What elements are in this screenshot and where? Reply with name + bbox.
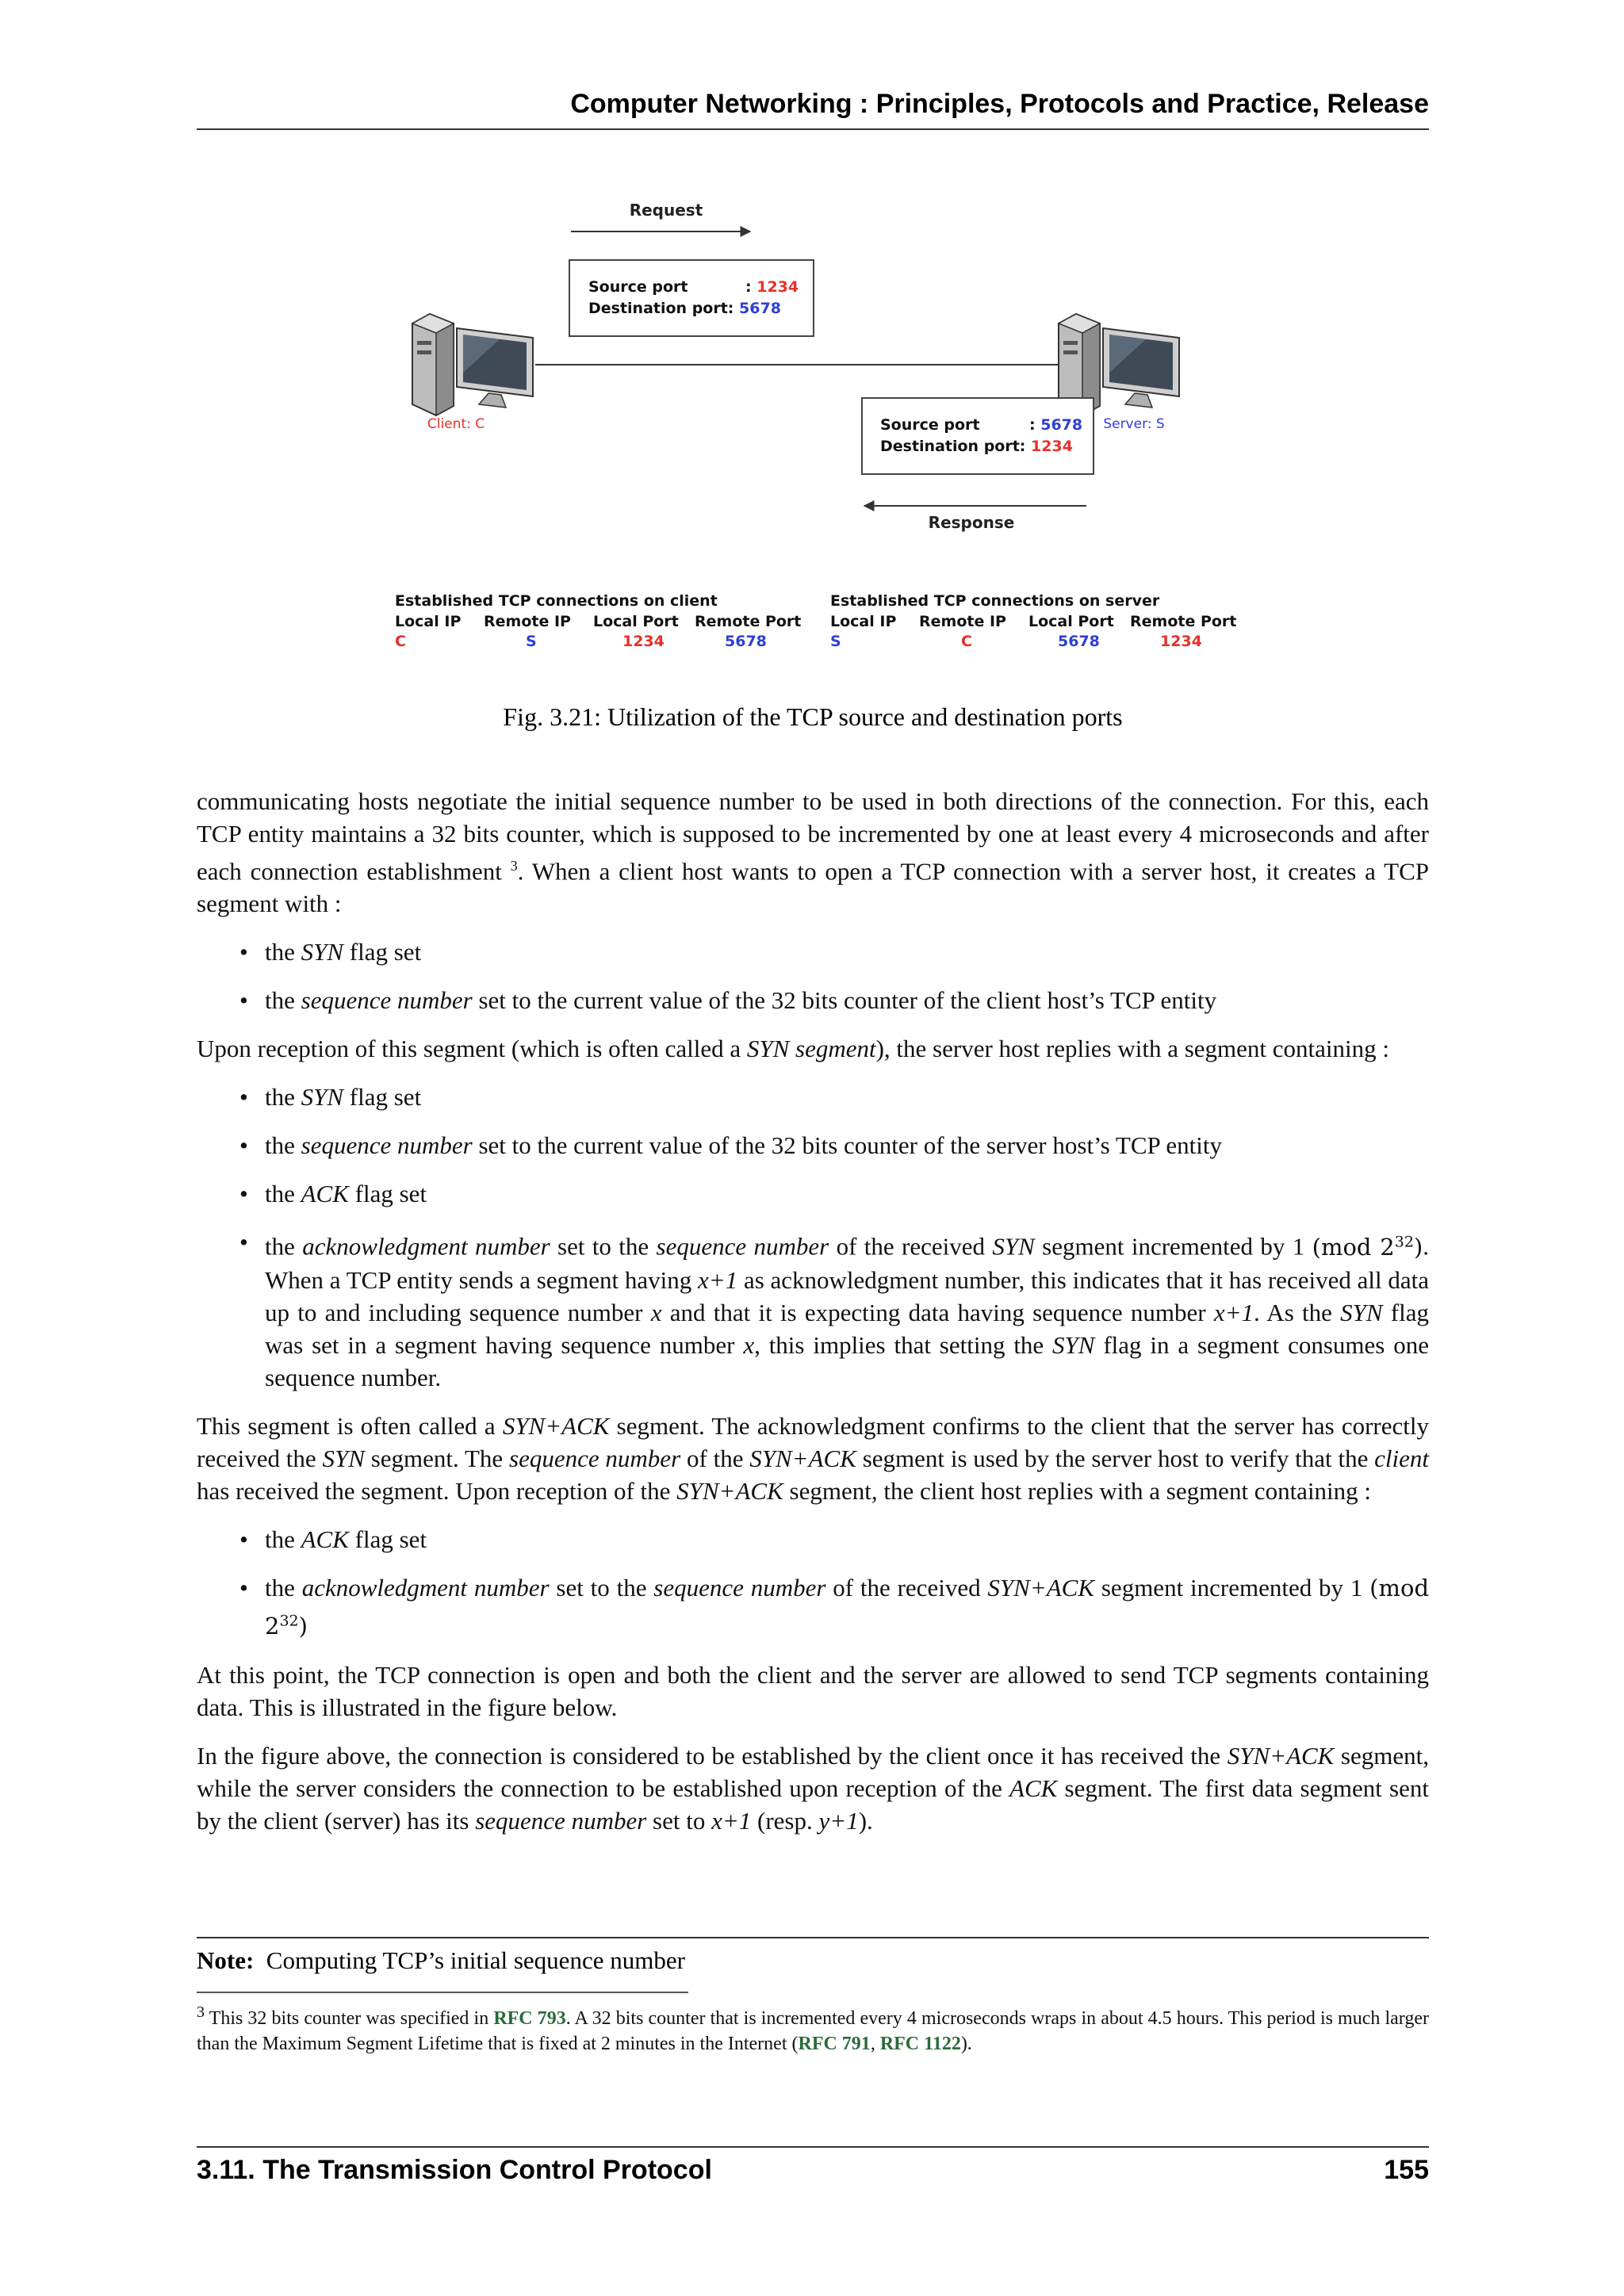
server-col-remote-port: Remote Port <box>1130 613 1237 630</box>
text: communicating hosts negotiate the initial sequence number to be used in both directions of the connection. For this, each TCP entity maintains a 32 bits counter, which is supposed to be incremented by one at least every 4 microseconds and after each connection establishment <box>197 787 1429 886</box>
client-ack-list <box>197 1523 1429 1643</box>
paragraph: In the figure above, the connection is considered to be established by the client once it has received the SYN+ACK segment, while the server considers the connection to be established upon reception of the ACK segment. The first data segment sent by the client (server) has its sequence number set to x+1 (resp. y+1). <box>197 1741 1429 1835</box>
text: . When a client host wants to open a TCP connection with a server host, it creates a TCP segment with : <box>197 857 1429 918</box>
response-src-label: Source port <box>880 416 980 434</box>
svg-text:Source port <box>588 278 688 296</box>
footer-section-title: 3.11. The Transmission Control Protocol <box>197 2155 712 2185</box>
client-table-title: Established TCP connections on client <box>395 592 718 610</box>
rfc-791-link[interactable]: RFC 791 <box>798 2034 871 2054</box>
paragraph: Upon reception of this segment (which is often called a SYN segment), the server host replies with a segment containing : <box>197 1035 1389 1063</box>
server-col-local-port: Local Port <box>1028 613 1114 630</box>
tcp-ports-figure <box>373 190 1261 666</box>
server-val-remote-port: 1234 <box>1160 633 1202 650</box>
svg-text:: 1234 <box>745 278 799 296</box>
client-val-local-port: 1234 <box>622 633 665 650</box>
list-item: • the ACK flag set <box>197 1177 1429 1210</box>
list-item: • the SYN flag set <box>197 936 1429 968</box>
svg-text:Destination port: 5678 <box>588 300 781 317</box>
math-mod: (mod $2^{32}$) <box>265 1574 1430 1640</box>
server-val-remote-ip: C <box>961 633 972 650</box>
response-box <box>862 398 1094 474</box>
server-val-local-port: 5678 <box>1058 633 1100 650</box>
note-text: Computing TCP’s initial sequence number <box>266 1946 685 1974</box>
list-item: • the acknowledgment number set to the sequence number of the received SYN+ACK segment incremented by 1 (mod $2^{32}$) <box>197 1571 1429 1643</box>
math-mod: (mod $2^{32}$) <box>1312 1233 1423 1261</box>
list-item: • the SYN flag set <box>197 1081 1429 1113</box>
request-dst-label: Destination port: <box>588 300 734 317</box>
footnote-ref[interactable]: 3 <box>510 858 518 874</box>
request-label: Request <box>629 201 703 220</box>
request-src-sep: : <box>745 278 752 296</box>
rfc-793-link[interactable]: RFC 793 <box>493 2008 566 2029</box>
list-item: • the sequence number set to the current value of the 32 bits counter of the server host’s TCP entity <box>197 1129 1429 1161</box>
server-val-local-ip: S <box>830 633 841 650</box>
header-rule <box>197 128 1429 130</box>
paragraph <box>197 785 1429 920</box>
client-col-local-port: Local Port <box>593 613 679 630</box>
note-label: Note: <box>197 1946 255 1974</box>
list-item: • the ACK flag set <box>197 1523 1429 1556</box>
server-label: Server: S <box>1103 416 1165 432</box>
client-val-local-ip: C <box>395 633 406 650</box>
paragraph: At this point, the TCP connection is open and both the client and the server are allowed to send TCP segments containing data. This is illustrated in the figure below. <box>197 1660 1429 1721</box>
client-col-remote-ip: Remote IP <box>484 613 571 630</box>
footer-rule <box>197 2146 1429 2148</box>
request-src-value: 1234 <box>756 278 799 296</box>
response-src-sep: : <box>1029 416 1036 434</box>
client-col-remote-port: Remote Port <box>695 613 802 630</box>
list-item: • the sequence number set to the current value of the 32 bits counter of the client host’s TCP entity <box>197 984 1429 1016</box>
note <box>197 1946 685 1975</box>
client-label: Client: C <box>427 416 485 432</box>
svg-text:: 5678 <box>1029 416 1082 434</box>
footnote: $^3$ This 32 bits counter was specified in RFC 793. A 32 bits counter that is incremented every 4 microseconds wraps in about 4.5 hours. This period is much larger than the Maximum Segment Lifetime that is fixed at 2 minutes in the Internet (RFC 791, RFC 1122). <box>197 2003 1429 2054</box>
footnote-rule <box>197 1992 688 1993</box>
running-header: Computer Networking : Principles, Protocols and Practice, Release <box>570 89 1429 119</box>
response-src-value: 5678 <box>1040 416 1083 434</box>
request-dst-value: 5678 <box>739 300 781 317</box>
server-synack-list <box>197 1081 1429 1394</box>
server-table-title: Established TCP connections on server <box>830 592 1160 610</box>
client-val-remote-ip: S <box>526 633 537 650</box>
figure-caption: Fig. 3.21: Utilization of the TCP source and destination ports <box>503 702 1123 731</box>
client-col-local-ip: Local IP <box>395 613 462 630</box>
server-col-local-ip: Local IP <box>830 613 897 630</box>
paragraph: This segment is often called a SYN+ACK segment. The acknowledgment confirms to the client that the server has correctly received the SYN segment. The sequence number of the SYN+ACK segment is used by the server host to verify that the client has received the segment. Upon reception of the SYN+ACK segment, the client host replies with a segment containing : <box>197 1411 1430 1505</box>
footnote-mark: 3 <box>197 2003 205 2021</box>
response-label: Response <box>928 513 1015 532</box>
client-syn-list <box>197 936 1429 1016</box>
response-dst-value: 1234 <box>1031 438 1073 455</box>
page-number: 155 <box>1384 2155 1429 2185</box>
svg-text:Destination port: 1234 <box>880 438 1073 455</box>
note-rule <box>197 1937 1429 1938</box>
client-computer-icon <box>412 314 533 415</box>
server-col-remote-ip: Remote IP <box>919 613 1006 630</box>
client-val-remote-port: 5678 <box>725 633 767 650</box>
body-text <box>197 785 1429 1853</box>
list-item: • the acknowledgment number set to the sequence number of the received SYN segment incremented by 1 (mod $2^{32}$). When a TCP entity sends a segment having x+1 as acknowledgment number, this indicates that it has received all data up to and including sequence number x and that it is expecting data having sequence number x+1. As the SYN flag was set in a segment having sequence number x, this implies that setting the SYN flag in a segment consumes one sequence number. <box>197 1226 1429 1394</box>
request-box <box>569 260 814 336</box>
rfc-1122-link[interactable]: RFC 1122 <box>879 2034 961 2054</box>
svg-text:Source port <box>880 416 980 434</box>
response-dst-label: Destination port: <box>880 438 1026 455</box>
request-src-label: Source port <box>588 278 688 296</box>
